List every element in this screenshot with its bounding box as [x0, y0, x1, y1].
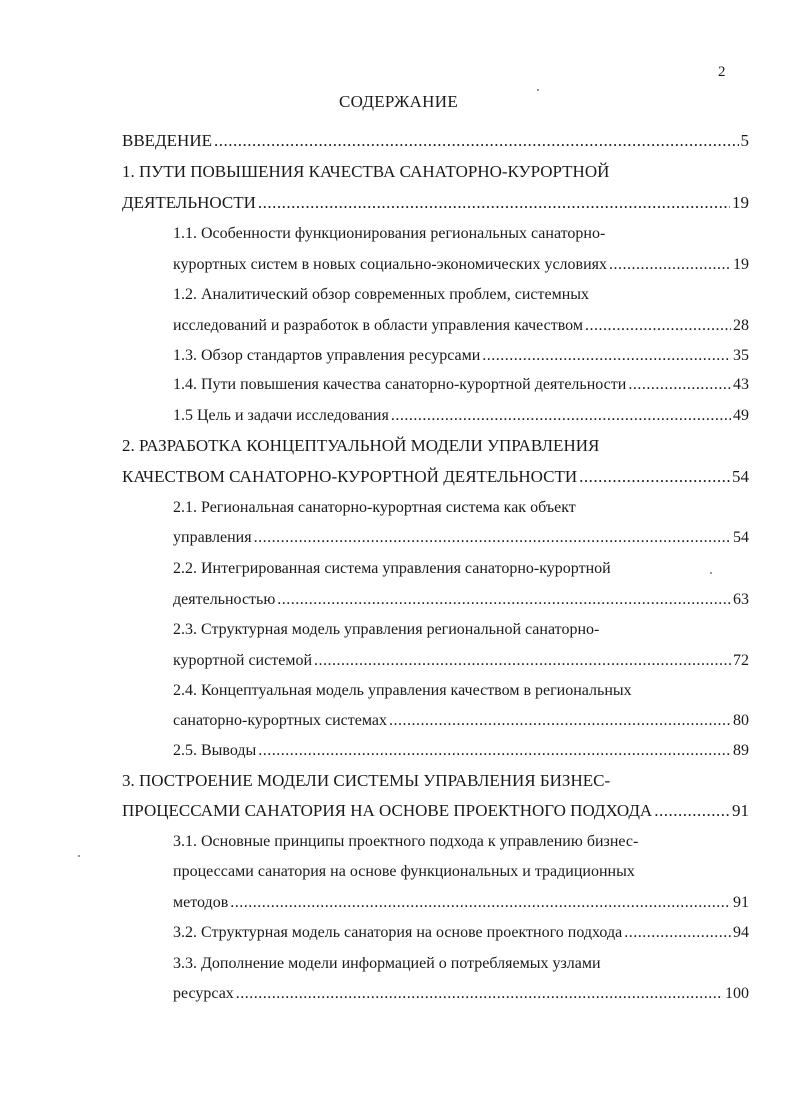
toc-section-1-1-heading[interactable]: 1.1. Особенности функционирования региональных санаторно-: [173, 225, 606, 242]
toc-chapter-3-heading[interactable]: 3. ПОСТРОЕНИЕ МОДЕЛИ СИСТЕМЫ УПРАВЛЕНИЯ БИЗНЕС-: [122, 771, 611, 790]
scan-speck: [537, 89, 539, 91]
toc-section-2-2-heading[interactable]: 2.2. Интегрированная система управления санаторно-курортной: [173, 560, 611, 577]
toc-section-1-2-heading[interactable]: 1.2. Аналитический обзор современных проблем, системных: [173, 286, 590, 303]
toc-entry-text: санаторно-курортных системах: [173, 712, 387, 729]
toc-section-2-1[interactable]: [173, 526, 749, 550]
toc-section-2-2[interactable]: [173, 588, 749, 612]
toc-section-3-3-heading[interactable]: 3.3. Дополнение модели информацией о потребляемых узлами: [173, 955, 601, 972]
toc-page-number: 63: [733, 591, 749, 608]
toc-entry-text: исследований и разработок в области управления качеством: [173, 317, 583, 334]
dot-leader: [236, 982, 723, 1006]
toc-section-2-4[interactable]: [173, 709, 749, 733]
dot-leader: [609, 253, 731, 277]
toc-page-number: 19: [733, 256, 749, 273]
toc-entry-text: КАЧЕСТВОМ САНАТОРНО-КУРОРТНОЙ ДЕЯТЕЛЬНОСТИ: [122, 467, 578, 486]
toc-entry-text: 1.4. Пути повышения качества санаторно-курортной деятельности: [173, 376, 627, 393]
toc-chapter-1-heading[interactable]: 1. ПУТИ ПОВЫШЕНИЯ КАЧЕСТВА САНАТОРНО-КУРОРТНОЙ: [122, 162, 610, 181]
toc-entry-text: 2.5. Выводы: [173, 742, 257, 759]
toc-section-3-1[interactable]: [173, 891, 749, 915]
toc-entry-text: ДЕЯТЕЛЬНОСТИ: [122, 193, 256, 212]
toc-page-number: 19: [732, 193, 749, 212]
toc-entry-text: деятельностью: [173, 591, 276, 608]
dot-leader: [579, 465, 730, 489]
toc-entry-text: методов: [173, 894, 229, 911]
toc-page-number: 54: [732, 467, 749, 486]
toc-entry-introduction[interactable]: [122, 129, 749, 153]
toc-section-1-5[interactable]: [173, 404, 749, 428]
toc-section-2-4-heading[interactable]: 2.4. Концептуальная модель управления качеством в региональных: [173, 682, 632, 699]
toc-page-number: 89: [733, 742, 749, 759]
dot-leader: [391, 404, 731, 428]
dot-leader: [389, 709, 731, 733]
toc-page-number: 80: [733, 712, 749, 729]
toc-page-number: 49: [733, 407, 749, 424]
toc-page-number: 72: [733, 652, 749, 669]
toc-section-2-3-heading[interactable]: 2.3. Структурная модель управления региональной санаторно-: [173, 621, 600, 638]
toc-entry-text: управления: [173, 529, 252, 546]
toc-page-number: 94: [733, 924, 749, 941]
toc-entry-text: ВВЕДЕНИЕ: [122, 131, 212, 150]
toc-chapter-2-heading[interactable]: 2. РАЗРАБОТКА КОНЦЕПТУАЛЬНОЙ МОДЕЛИ УПРАВЛЕНИЯ: [122, 436, 600, 455]
toc-entry-text: курортных систем в новых социально-экономических условиях: [173, 256, 608, 273]
dot-leader: [624, 921, 731, 945]
toc-entry-text: ресурсах: [173, 985, 234, 1002]
dot-leader: [314, 649, 731, 673]
toc-entry-text: 3.2. Структурная модель санатория на основе проектного подхода: [173, 924, 623, 941]
dot-leader: [258, 739, 731, 763]
toc-section-3-3[interactable]: [173, 982, 749, 1006]
toc-page-number: 100: [725, 985, 749, 1002]
dot-leader: [277, 588, 731, 612]
scan-speck: [710, 572, 712, 574]
toc-page-number: 5: [740, 131, 749, 150]
toc-page-number: 91: [732, 801, 749, 820]
page-number: 2: [718, 64, 726, 80]
toc-entry-text: 1.3. Обзор стандартов управления ресурсами: [173, 347, 481, 364]
dot-leader: [258, 191, 730, 215]
toc-chapter-2[interactable]: [122, 465, 749, 489]
toc-section-3-2[interactable]: [173, 921, 749, 945]
toc-page-number: 91: [733, 894, 749, 911]
toc-section-1-4[interactable]: [173, 373, 749, 397]
toc-section-1-3[interactable]: [173, 344, 749, 368]
scan-speck: [78, 855, 80, 857]
toc-chapter-3[interactable]: [122, 799, 749, 823]
toc-section-2-5[interactable]: [173, 739, 749, 763]
dot-leader: [482, 344, 731, 368]
toc-section-3-1-heading[interactable]: 3.1. Основные принципы проектного подхода к управлению бизнес-: [173, 833, 639, 850]
toc-page-number: 43: [733, 376, 749, 393]
toc-section-2-1-heading[interactable]: 2.1. Региональная санаторно-курортная система как объект: [173, 499, 576, 516]
toc-entry-text: 1.5 Цель и задачи исследования: [173, 407, 389, 424]
toc-section-1-1[interactable]: [173, 253, 749, 277]
dot-leader: [585, 314, 731, 338]
toc-page-number: 54: [733, 529, 749, 546]
dot-leader: [254, 526, 731, 550]
dot-leader: [654, 799, 730, 823]
toc-section-2-3[interactable]: [173, 649, 749, 673]
page-title: СОДЕРЖАНИЕ: [338, 92, 459, 111]
toc-page-number: 35: [733, 347, 749, 364]
toc-chapter-1[interactable]: [122, 191, 749, 215]
dot-leader: [628, 373, 731, 397]
toc-entry-text: курортной системой: [173, 652, 312, 669]
toc-section-3-1-continuation[interactable]: процессами санатория на основе функциональных и традиционных: [173, 863, 635, 880]
toc-page-number: 28: [733, 317, 749, 334]
dot-leader: [214, 129, 739, 153]
toc-entry-text: ПРОЦЕССАМИ САНАТОРИЯ НА ОСНОВЕ ПРОЕКТНОГО ПОДХОДА: [122, 801, 653, 820]
toc-section-1-2[interactable]: [173, 314, 749, 338]
dot-leader: [230, 891, 731, 915]
